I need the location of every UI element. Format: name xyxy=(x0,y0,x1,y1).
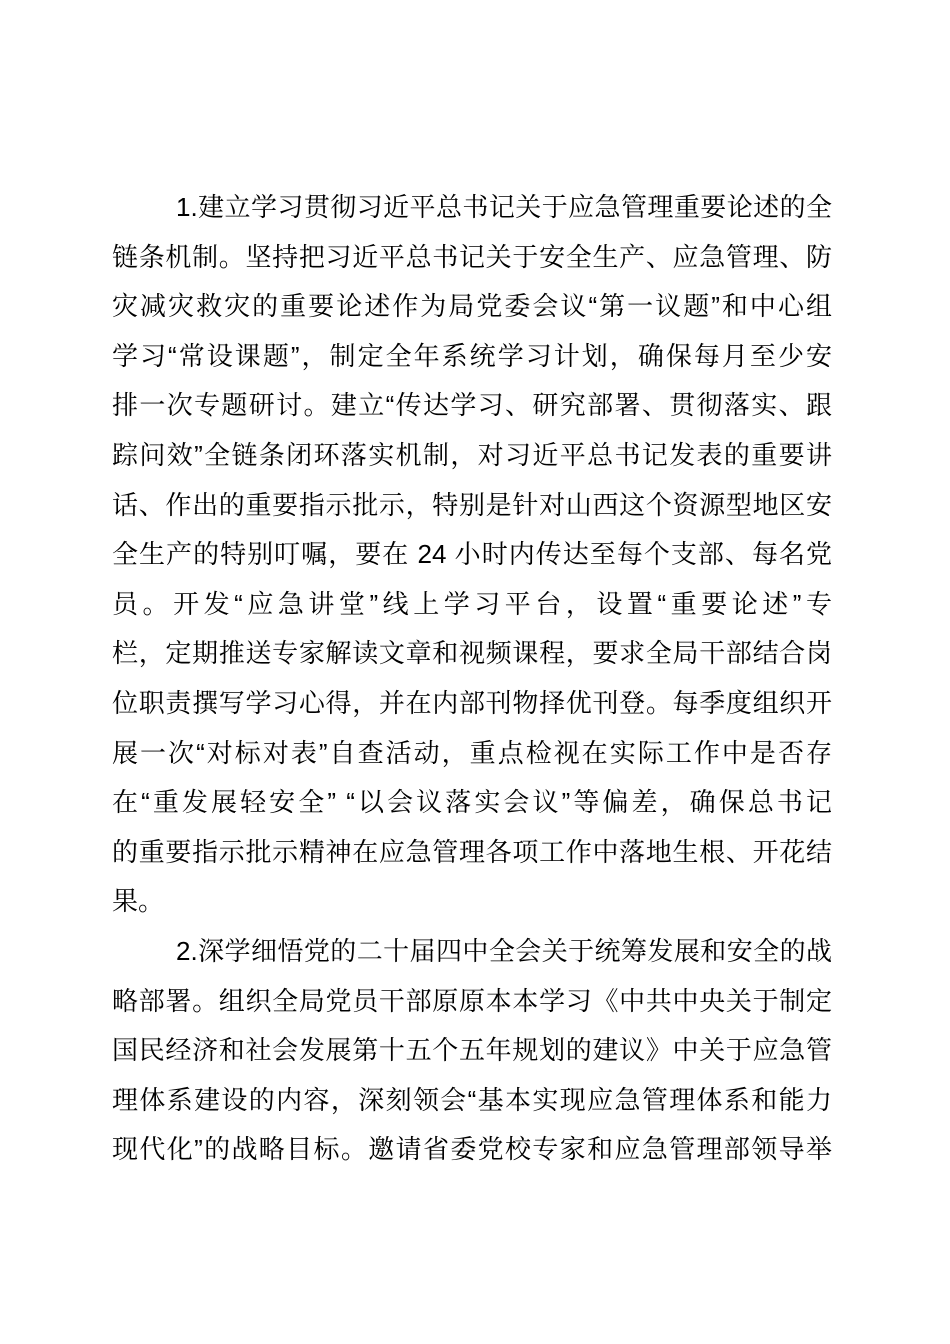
text-line: 灾减灾救灾的重要论述作为局党委会议“第一议题”和中心组 xyxy=(112,291,832,322)
text-line: 的重要指示批示精神在应急管理各项工作中落地生根、开花结 xyxy=(112,836,832,867)
paragraph-1 xyxy=(112,183,832,927)
text-line: 1.建立学习贯彻习近平总书记关于应急管理重要论述的全 xyxy=(176,192,832,222)
text-line: 员。开发“应急讲堂”线上学习平台，设置“重要论述”专 xyxy=(112,588,832,619)
text-line: 链条机制。坚持把习近平总书记关于安全生产、应急管理、防 xyxy=(112,241,832,272)
text-line: 位职责撰写学习心得，并在内部刊物择优刊登。每季度组织开 xyxy=(112,687,832,718)
text-line: 理体系建设的内容，深刻领会“基本实现应急管理体系和能力 xyxy=(112,1084,832,1115)
text-line: 学习“常设课题”，制定全年系统学习计划，确保每月至少安 xyxy=(112,340,832,371)
text-line: 话、作出的重要指示批示，特别是针对山西这个资源型地区安 xyxy=(112,489,832,520)
text-line: 踪问效”全链条闭环落实机制，对习近平总书记发表的重要讲 xyxy=(112,439,832,470)
text-line: 2.深学细悟党的二十届四中全会关于统筹发展和安全的战 xyxy=(176,935,832,966)
text-line: 国民经济和社会发展第十五个五年规划的建议》中关于应急管 xyxy=(112,1035,832,1066)
text-line: 全生产的特别叮嘱，要在 24 小时内传达至每个支部、每名党 xyxy=(112,539,832,570)
text-line: 栏，定期推送专家解读文章和视频课程，要求全局干部结合岗 xyxy=(112,638,832,669)
text-line: 果。 xyxy=(112,886,165,917)
text-line: 在“重发展轻安全” “以会议落实会议”等偏差，确保总书记 xyxy=(112,787,832,818)
text-line: 略部署。组织全局党员干部原原本本学习《中共中央关于制定 xyxy=(112,985,832,1016)
text-line: 现代化”的战略目标。邀请省委党校专家和应急管理部领导举 xyxy=(112,1134,832,1165)
paragraph-2 xyxy=(112,927,832,1175)
text-line: 排一次专题研讨。建立“传达学习、研究部署、贯彻落实、跟 xyxy=(112,390,832,421)
text-line: 展一次“对标对表”自查活动，重点检视在实际工作中是否存 xyxy=(112,737,832,768)
